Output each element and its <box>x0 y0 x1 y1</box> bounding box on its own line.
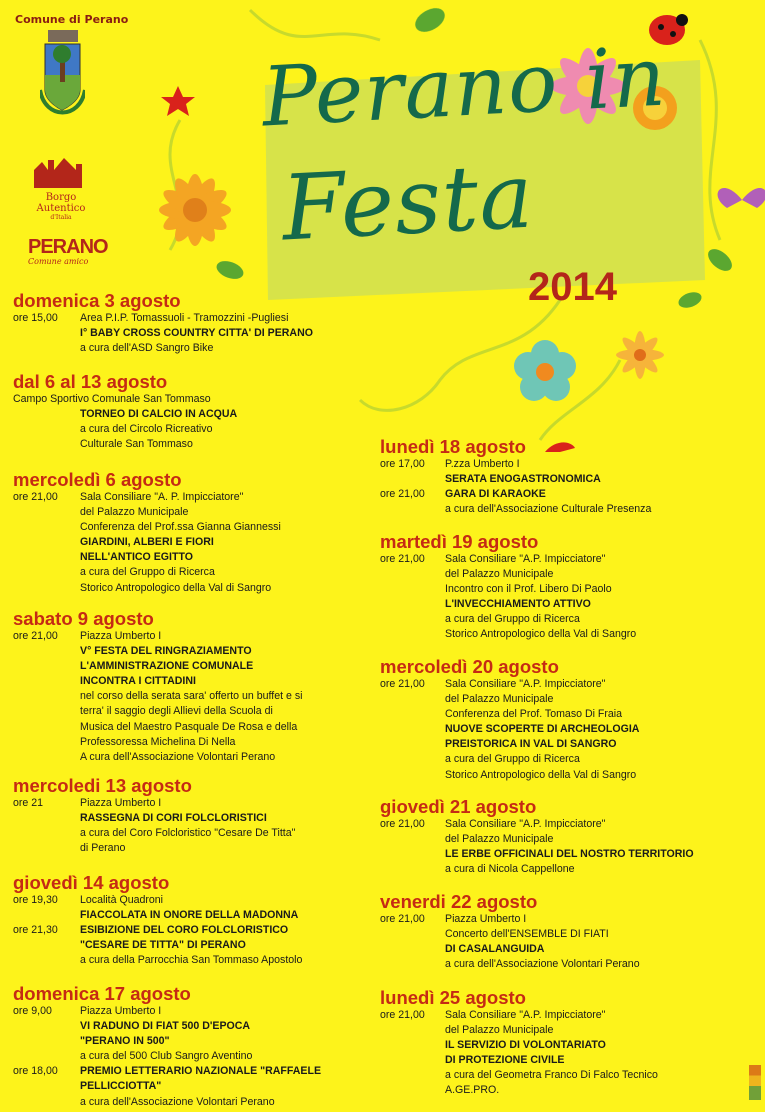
event-block <box>380 796 694 877</box>
event-line <box>380 1083 526 1098</box>
event-time: ore 19,30 <box>13 894 58 906</box>
event-line <box>13 311 289 326</box>
event-time: ore 18,00 <box>13 1065 58 1078</box>
event-line <box>380 627 637 642</box>
event-date: martedì 19 agosto <box>380 531 539 552</box>
poster-year: 2014 <box>528 265 617 309</box>
event-line <box>13 1079 191 1094</box>
event-detail: Piazza Umberto I <box>80 1005 162 1017</box>
event-date: lunedì 18 agosto <box>380 436 526 457</box>
event-line <box>13 826 296 841</box>
event-highlight: SERATA ENOGASTRONOMICA <box>445 473 601 486</box>
event-detail: Conferenza del Prof. Tomaso Di Fraia <box>445 708 623 721</box>
event-detail: del Palazzo Municipale <box>445 833 554 846</box>
event-line <box>13 674 196 689</box>
event-date: mercoledi 13 agosto <box>13 775 192 796</box>
event-block <box>13 872 303 968</box>
event-line <box>13 629 162 644</box>
event-detail: Sala Consiliare "A. P. Impicciatore" <box>80 491 244 503</box>
event-line <box>13 520 281 535</box>
borgo-autentico-logo: Borgo Autentico d'Italia <box>30 152 92 222</box>
perano-comune-amico-logo: PERANO Comune amico <box>28 236 108 266</box>
event-line <box>380 817 606 832</box>
event-block <box>13 469 281 596</box>
event-date: sabato 9 agosto <box>13 608 154 629</box>
event-line <box>380 862 575 877</box>
event-time: ore 21,00 <box>380 678 425 690</box>
event-time: ore 21,00 <box>13 630 58 642</box>
event-line <box>13 550 193 565</box>
event-line <box>380 707 623 722</box>
event-line <box>380 1023 554 1038</box>
event-line <box>13 938 246 953</box>
event-date: lunedì 25 agosto <box>380 987 526 1008</box>
event-highlight: "CESARE DE TITTA" DI PERANO <box>80 939 246 952</box>
event-highlight: GIARDINI, ALBERI E FIORI <box>80 536 214 549</box>
event-line <box>380 472 601 487</box>
event-highlight: I° BABY CROSS COUNTRY CITTA' DI PERANO <box>80 327 313 340</box>
event-line <box>380 1053 565 1068</box>
event-detail: A.GE.PRO. <box>445 1084 500 1097</box>
event-line <box>13 644 252 659</box>
event-line <box>13 581 272 596</box>
event-line <box>13 1049 253 1064</box>
event-date: venerdi 22 agosto <box>380 891 538 912</box>
event-detail: nel corso della serata sara' offerto un buffet e si <box>80 690 303 703</box>
event-detail: del Palazzo Municipale <box>80 506 189 519</box>
bird-icon <box>545 442 575 452</box>
event-line <box>380 1008 606 1023</box>
event-highlight: V° FESTA DEL RINGRAZIAMENTO <box>80 645 252 658</box>
event-line <box>13 437 193 452</box>
event-detail: Sala Consiliare "A.P. Impicciatore" <box>445 553 606 565</box>
event-time: ore 21,00 <box>380 1009 425 1021</box>
event-date: domenica 17 agosto <box>13 983 191 1004</box>
teal-flower-icon <box>514 340 576 401</box>
event-highlight: PREMIO LETTERARIO NAZIONALE "RAFFAELE <box>80 1065 322 1078</box>
event-detail: a cura del Gruppo di Ricerca <box>445 753 580 766</box>
comune-name: Comune di Perano <box>15 13 129 26</box>
event-time: ore 15,00 <box>13 312 58 324</box>
event-detail: Sala Consiliare "A.P. Impicciatore" <box>445 818 606 830</box>
event-block <box>13 608 303 765</box>
event-highlight: INCONTRA I CITTADINI <box>80 675 196 688</box>
coat-of-arms-icon <box>40 30 85 132</box>
event-detail: Storico Antropologico della Val di Sangro <box>80 581 272 594</box>
event-line <box>380 832 554 847</box>
event-line <box>13 704 273 719</box>
event-detail: Storico Antropologico della Val di Sangro <box>445 768 637 781</box>
event-line <box>380 502 652 517</box>
event-detail: a cura dell'Associazione Volontari Perano <box>80 1095 275 1108</box>
event-line <box>380 1068 658 1083</box>
event-line <box>380 582 612 597</box>
event-line <box>13 750 276 765</box>
event-line <box>13 659 254 674</box>
event-line <box>380 768 637 783</box>
event-block <box>13 290 313 356</box>
event-detail: di Perano <box>80 842 126 855</box>
event-detail: Conferenza del Prof.ssa Gianna Giannessi <box>80 521 281 534</box>
event-block <box>380 531 637 643</box>
event-time: ore 21,00 <box>13 491 58 503</box>
event-highlight: ESIBIZIONE DEL CORO FOLCLORISTICO <box>80 924 289 937</box>
event-detail: Professoressa Michelina Di Nella <box>80 735 236 748</box>
event-detail: Piazza Umberto I <box>445 913 527 925</box>
event-line <box>380 612 580 627</box>
event-line <box>13 535 214 550</box>
event-detail: Località Quadroni <box>80 894 164 906</box>
event-block <box>13 983 322 1110</box>
event-detail: Storico Antropologico della Val di Sangro <box>445 628 637 641</box>
event-detail: a cura della Parrocchia San Tommaso Apostolo <box>80 954 303 967</box>
event-line <box>380 567 554 582</box>
event-block <box>380 891 640 972</box>
event-line <box>13 689 303 704</box>
event-line <box>13 565 215 580</box>
event-detail: a cura dell'ASD Sangro Bike <box>80 342 214 355</box>
event-line <box>13 923 289 938</box>
printer-mark <box>749 1065 761 1100</box>
event-highlight: DI PROTEZIONE CIVILE <box>445 1054 565 1067</box>
event-detail: a cura del Circolo Ricreativo <box>80 423 213 436</box>
event-highlight: IL SERVIZIO DI VOLONTARIATO <box>445 1039 606 1052</box>
event-detail: a cura del Coro Folcloristico "Cesare De Titta" <box>80 827 296 840</box>
event-line <box>13 893 169 908</box>
event-highlight: TORNEO DI CALCIO IN ACQUA <box>80 408 238 421</box>
event-detail: del Palazzo Municipale <box>445 1024 554 1037</box>
event-line <box>380 957 640 972</box>
event-time: Campo Sportivo Comunale San Tommaso <box>13 393 211 405</box>
event-block <box>380 436 652 517</box>
event-highlight: "PERANO IN 500" <box>80 1035 170 1048</box>
poster-title-line2: Festa <box>279 143 537 262</box>
event-detail: Sala Consiliare "A.P. Impicciatore" <box>445 1009 606 1021</box>
event-detail: del Palazzo Municipale <box>445 693 554 706</box>
event-detail: del Palazzo Municipale <box>445 568 554 581</box>
event-line <box>13 796 192 811</box>
event-line <box>380 552 606 567</box>
event-line <box>13 392 211 407</box>
event-detail: a cura di Nicola Cappellone <box>445 863 575 876</box>
event-line <box>380 737 617 752</box>
event-time: ore 21,00 <box>380 488 425 501</box>
sunflower-icon <box>159 174 231 246</box>
event-highlight: L'INVECCHIAMENTO ATTIVO <box>445 598 591 611</box>
event-highlight: PREISTORICA IN VAL DI SANGRO <box>445 738 617 751</box>
event-block <box>380 987 658 1099</box>
event-line <box>13 720 298 735</box>
event-highlight: NUOVE SCOPERTE DI ARCHEOLOGIA <box>445 723 640 736</box>
event-detail: Incontro con il Prof. Libero Di Paolo <box>445 583 612 596</box>
event-detail: a cura del Geometra Franco Di Falco Tecnico <box>445 1069 658 1082</box>
event-highlight: FIACCOLATA IN ONORE DELLA MADONNA <box>80 909 299 922</box>
event-detail: Sala Consiliare "A.P. Impicciatore" <box>445 678 606 690</box>
event-line <box>13 811 267 826</box>
star-icon <box>161 86 195 116</box>
event-time: ore 21,00 <box>380 913 425 925</box>
event-line <box>13 1034 191 1049</box>
event-line <box>380 1038 606 1053</box>
event-line <box>13 908 299 923</box>
event-highlight: GARA DI KARAOKE <box>445 488 546 501</box>
event-line <box>13 953 303 968</box>
event-line <box>13 422 213 437</box>
event-line <box>380 752 580 767</box>
event-line <box>380 927 609 942</box>
event-detail: a cura del Gruppo di Ricerca <box>80 566 215 579</box>
event-line <box>13 1019 251 1034</box>
event-time: ore 21 <box>13 797 44 809</box>
event-highlight: DI CASALANGUIDA <box>445 943 545 956</box>
event-date: mercoledì 6 agosto <box>13 469 182 490</box>
event-detail: Piazza Umberto I <box>80 797 162 809</box>
event-detail: A cura dell'Associazione Volontari Perano <box>80 750 276 763</box>
event-line <box>13 1004 191 1019</box>
event-highlight: NELL'ANTICO EGITTO <box>80 551 193 564</box>
event-detail: a cura del 500 Club Sangro Aventino <box>80 1050 253 1063</box>
event-highlight: RASSEGNA DI CORI FOLCLORISTICI <box>80 812 267 825</box>
event-detail: a cura dell'Associazione Culturale Presenza <box>445 503 652 516</box>
event-highlight: L'AMMINISTRAZIONE COMUNALE <box>80 660 254 673</box>
event-highlight: LE ERBE OFFICINALI DEL NOSTRO TERRITORIO <box>445 848 694 861</box>
event-detail: Concerto dell'ENSEMBLE DI FIATI <box>445 928 609 941</box>
event-time: ore 17,00 <box>380 458 425 470</box>
event-line <box>13 490 244 505</box>
event-date: dal 6 al 13 agosto <box>13 371 168 392</box>
event-date: giovedì 21 agosto <box>380 796 537 817</box>
event-date: giovedì 14 agosto <box>13 872 170 893</box>
butterfly-icon <box>718 188 765 208</box>
event-time: ore 21,00 <box>380 553 425 565</box>
event-detail: a cura dell'Associazione Volontari Perano <box>445 958 640 971</box>
event-date: mercoledì 20 agosto <box>380 656 559 677</box>
event-line <box>380 677 606 692</box>
event-time: ore 21,30 <box>13 924 58 937</box>
event-line <box>380 692 559 707</box>
event-line <box>13 841 192 856</box>
event-line <box>380 722 640 737</box>
event-line <box>380 942 545 957</box>
event-line <box>380 597 591 612</box>
event-line <box>13 505 189 520</box>
event-line <box>380 457 526 472</box>
event-line <box>13 326 313 341</box>
event-line <box>13 1095 275 1110</box>
event-block <box>13 775 296 856</box>
event-time: ore 21,00 <box>380 818 425 830</box>
event-detail: terra' il saggio degli Allievi della Scuola di <box>80 705 273 718</box>
event-date: domenica 3 agosto <box>13 290 181 311</box>
event-highlight: VI RADUNO DI FIAT 500 D'EPOCA <box>80 1020 251 1033</box>
event-line <box>380 487 546 502</box>
poster-title-line1: Perano in <box>259 29 669 146</box>
event-line <box>13 1064 322 1079</box>
event-block <box>380 656 640 783</box>
event-line <box>13 341 214 356</box>
event-detail: Culturale San Tommaso <box>80 438 193 451</box>
event-line <box>380 847 694 862</box>
event-detail: a cura del Gruppo di Ricerca <box>445 613 580 626</box>
event-line <box>13 407 238 422</box>
event-detail: P.zza Umberto I <box>445 458 520 470</box>
event-detail: Area P.I.P. Tomassuoli - Tramozzini -Pugliesi <box>80 312 289 324</box>
event-highlight: PELLICCIOTTA" <box>80 1080 162 1093</box>
event-detail: Musica del Maestro Pasquale De Rosa e della <box>80 720 298 733</box>
event-line <box>380 912 537 927</box>
event-detail: Piazza Umberto I <box>80 630 162 642</box>
event-time: ore 9,00 <box>13 1005 52 1017</box>
event-line <box>13 735 236 750</box>
event-block <box>13 371 238 452</box>
